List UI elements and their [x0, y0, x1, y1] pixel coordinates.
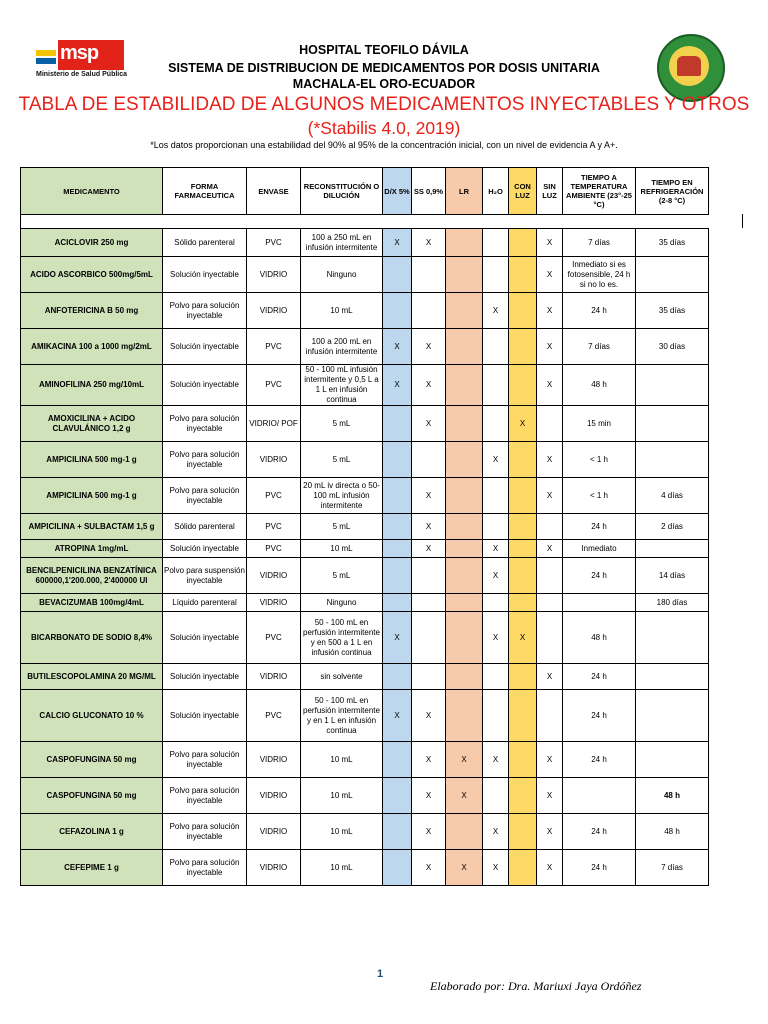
cell-sin-luz: X: [537, 442, 563, 478]
table-row: [21, 690, 709, 742]
cell-ss09: X: [412, 365, 446, 406]
hospital-name: HOSPITAL TEOFILO DÁVILA: [299, 43, 469, 57]
cell-forma: Solución inyectable: [163, 540, 247, 558]
cell-ss09: X: [412, 742, 446, 778]
cell-con-luz: [509, 365, 537, 406]
cell-medicamento: ACICLOVIR 250 mg: [21, 229, 163, 257]
cell-medicamento: AMPICILINA 500 mg-1 g: [21, 442, 163, 478]
logo-letters: msp: [60, 42, 99, 64]
cell-forma: Sólido parenteral: [163, 514, 247, 540]
cell-dx5: [383, 594, 412, 612]
cell-h2o: X: [483, 850, 509, 886]
cell-medicamento: BUTILESCOPOLAMINA 20 MG/ML: [21, 664, 163, 690]
cell-lr: [446, 329, 483, 365]
cell-con-luz: [509, 664, 537, 690]
location: MACHALA-EL ORO-ECUADOR: [292, 77, 476, 91]
table-row: [21, 664, 709, 690]
source-citation: (*Stabilis 4.0, 2019): [307, 118, 461, 138]
table-row: [21, 742, 709, 778]
cell-dx5: X: [383, 329, 412, 365]
table-row: [21, 540, 709, 558]
header-forma: FORMA FARMACEUTICA: [163, 168, 247, 215]
header-dx5: D/X 5%: [383, 168, 412, 215]
cell-dx5: [383, 257, 412, 293]
system-name: SISTEMA DE DISTRIBUCION DE MEDICAMENTOS POR DOSIS UNITARIA: [168, 61, 600, 75]
cell-dx5: X: [383, 365, 412, 406]
cell-con-luz: [509, 257, 537, 293]
page-number: 1: [376, 968, 384, 980]
cell-lr: X: [446, 778, 483, 814]
cell-refrigeracion: 48 h: [636, 778, 709, 814]
cell-lr: [446, 478, 483, 514]
cell-refrigeracion: [636, 406, 709, 442]
cell-forma: Líquido parenteral: [163, 594, 247, 612]
cell-forma: Solución inyectable: [163, 329, 247, 365]
cell-envase: PVC: [247, 365, 301, 406]
cell-temp-ambiente: 24 h: [563, 514, 636, 540]
header-ss09: SS 0,9%: [412, 168, 446, 215]
cell-medicamento: BEVACIZUMAB 100mg/4mL: [21, 594, 163, 612]
cell-medicamento: AMPICILINA 500 mg-1 g: [21, 478, 163, 514]
cell-ss09: X: [412, 690, 446, 742]
cell-temp-ambiente: 24 h: [563, 690, 636, 742]
cell-refrigeracion: 180 días: [636, 594, 709, 612]
cell-medicamento: ANFOTERICINA B 50 mg: [21, 293, 163, 329]
cell-forma: Polvo para solución inyectable: [163, 442, 247, 478]
table-row: [21, 514, 709, 540]
cell-temp-ambiente: 24 h: [563, 850, 636, 886]
cell-medicamento: ACIDO ASCORBICO 500mg/5mL: [21, 257, 163, 293]
author-credit: Elaborado por: Dra. Mariuxi Jaya Ordóñez: [430, 979, 642, 993]
cell-envase: VIDRIO/ POF: [247, 406, 301, 442]
table-row: [21, 814, 709, 850]
cell-forma: Sólido parenteral: [163, 229, 247, 257]
cell-medicamento: ATROPINA 1mg/mL: [21, 540, 163, 558]
table-row: [21, 850, 709, 886]
cell-ss09: [412, 612, 446, 664]
cell-lr: [446, 229, 483, 257]
header-lr: LR: [446, 168, 483, 215]
cell-h2o: X: [483, 293, 509, 329]
cell-lr: [446, 442, 483, 478]
cell-temp-ambiente: 24 h: [563, 558, 636, 594]
cell-con-luz: [509, 540, 537, 558]
cell-temp-ambiente: < 1 h: [563, 478, 636, 514]
cell-envase: VIDRIO: [247, 442, 301, 478]
cell-dx5: [383, 778, 412, 814]
cell-ss09: [412, 594, 446, 612]
table-row: [21, 293, 709, 329]
cell-temp-ambiente: 48 h: [563, 365, 636, 406]
cell-h2o: X: [483, 442, 509, 478]
cell-refrigeracion: 35 días: [636, 229, 709, 257]
cell-ss09: X: [412, 778, 446, 814]
cell-con-luz: [509, 478, 537, 514]
cell-lr: [446, 257, 483, 293]
cell-ss09: [412, 558, 446, 594]
cell-reconstitucion: 50 - 100 mL en perfusión intermitente y en 1 L en infusión continua: [301, 690, 383, 742]
cell-envase: VIDRIO: [247, 293, 301, 329]
cell-lr: X: [446, 742, 483, 778]
cell-reconstitucion: 10 mL: [301, 742, 383, 778]
cell-reconstitucion: 50 - 100 mL en perfusión intermitente y en 500 a 1 L en infusión continua: [301, 612, 383, 664]
cell-h2o: [483, 257, 509, 293]
cell-dx5: [383, 293, 412, 329]
cell-con-luz: [509, 229, 537, 257]
cell-refrigeracion: [636, 742, 709, 778]
cell-forma: Polvo para solución inyectable: [163, 742, 247, 778]
cell-con-luz: X: [509, 406, 537, 442]
table-row: [21, 594, 709, 612]
cell-temp-ambiente: [563, 594, 636, 612]
cell-envase: PVC: [247, 540, 301, 558]
cell-medicamento: BENCILPENICILINA BENZATÍNICA 600000,1'200.000, 2'400000 UI: [21, 558, 163, 594]
cell-sin-luz: X: [537, 478, 563, 514]
cell-envase: PVC: [247, 478, 301, 514]
cell-sin-luz: X: [537, 540, 563, 558]
cell-ss09: X: [412, 478, 446, 514]
cell-lr: [446, 365, 483, 406]
cell-refrigeracion: [636, 442, 709, 478]
cell-forma: Solución inyectable: [163, 257, 247, 293]
cell-con-luz: [509, 514, 537, 540]
cell-h2o: [483, 406, 509, 442]
cell-lr: [446, 540, 483, 558]
cell-reconstitucion: 50 - 100 mL infusión intermitente y 0,5 L a 1 L en infusión continua: [301, 365, 383, 406]
header-envase: ENVASE: [247, 168, 301, 215]
cell-reconstitucion: 5 mL: [301, 558, 383, 594]
header-sin-luz: SIN LUZ: [537, 168, 563, 215]
cell-envase: PVC: [247, 690, 301, 742]
cell-reconstitucion: sin solvente: [301, 664, 383, 690]
cell-dx5: [383, 742, 412, 778]
cell-envase: VIDRIO: [247, 778, 301, 814]
cell-forma: Polvo para solución inyectable: [163, 814, 247, 850]
cell-reconstitucion: 10 mL: [301, 814, 383, 850]
cell-temp-ambiente: Inmediato si es fotosensible, 24 h si no lo es.: [563, 257, 636, 293]
cell-temp-ambiente: 24 h: [563, 814, 636, 850]
table-row: [21, 558, 709, 594]
cell-h2o: [483, 778, 509, 814]
cell-forma: Solución inyectable: [163, 664, 247, 690]
cell-con-luz: [509, 442, 537, 478]
cell-refrigeracion: [636, 257, 709, 293]
cell-h2o: X: [483, 612, 509, 664]
cell-con-luz: [509, 558, 537, 594]
cell-refrigeracion: 14 días: [636, 558, 709, 594]
cell-dx5: X: [383, 690, 412, 742]
cell-envase: VIDRIO: [247, 742, 301, 778]
cell-sin-luz: X: [537, 778, 563, 814]
cell-refrigeracion: 2 días: [636, 514, 709, 540]
cell-lr: [446, 514, 483, 540]
cell-ss09: [412, 442, 446, 478]
cell-dx5: X: [383, 229, 412, 257]
ministry-name: Ministerio de Salud Pública: [36, 71, 128, 78]
cell-temp-ambiente: 24 h: [563, 742, 636, 778]
cell-lr: [446, 814, 483, 850]
cell-medicamento: BICARBONATO DE SODIO 8,4%: [21, 612, 163, 664]
cell-con-luz: [509, 293, 537, 329]
cell-temp-ambiente: 48 h: [563, 612, 636, 664]
cell-con-luz: [509, 814, 537, 850]
cell-dx5: [383, 558, 412, 594]
cell-temp-ambiente: [563, 778, 636, 814]
cell-envase: VIDRIO: [247, 594, 301, 612]
cell-sin-luz: X: [537, 257, 563, 293]
cell-forma: Polvo para solución inyectable: [163, 478, 247, 514]
cell-h2o: [483, 365, 509, 406]
cell-ss09: [412, 293, 446, 329]
cell-con-luz: X: [509, 612, 537, 664]
cell-refrigeracion: 48 h: [636, 814, 709, 850]
cell-medicamento: CASPOFUNGINA 50 mg: [21, 778, 163, 814]
cell-lr: [446, 612, 483, 664]
cell-reconstitucion: Ninguno: [301, 257, 383, 293]
cell-con-luz: [509, 742, 537, 778]
cell-reconstitucion: 100 a 250 mL en infusión intermitente: [301, 229, 383, 257]
cell-envase: VIDRIO: [247, 850, 301, 886]
page-title: TABLA DE ESTABILIDAD DE ALGUNOS MEDICAMENTOS INYECTABLES Y OTROS: [18, 94, 750, 115]
cell-reconstitucion: 100 a 200 mL en infusión intermitente: [301, 329, 383, 365]
cell-sin-luz: [537, 594, 563, 612]
cell-temp-ambiente: 15 min: [563, 406, 636, 442]
stability-table: [20, 228, 709, 886]
cell-temp-ambiente: 7 días: [563, 229, 636, 257]
cell-refrigeracion: [636, 664, 709, 690]
cell-h2o: [483, 594, 509, 612]
cell-lr: [446, 664, 483, 690]
cell-lr: [446, 594, 483, 612]
cell-ss09: [412, 664, 446, 690]
cell-forma: Solución inyectable: [163, 612, 247, 664]
cell-h2o: [483, 690, 509, 742]
cell-medicamento: CEFAZOLINA 1 g: [21, 814, 163, 850]
cell-forma: Solución inyectable: [163, 690, 247, 742]
cell-sin-luz: X: [537, 850, 563, 886]
cell-medicamento: AMOXICILINA + ACIDO CLAVULÁNICO 1,2 g: [21, 406, 163, 442]
header-h2o: H₂O: [483, 168, 509, 215]
cell-con-luz: [509, 850, 537, 886]
cell-sin-luz: [537, 514, 563, 540]
cell-reconstitucion: 10 mL: [301, 778, 383, 814]
cell-ss09: [412, 257, 446, 293]
cell-forma: Solución inyectable: [163, 365, 247, 406]
cell-h2o: X: [483, 558, 509, 594]
cell-medicamento: AMPICILINA + SULBACTAM 1,5 g: [21, 514, 163, 540]
cell-refrigeracion: [636, 690, 709, 742]
cell-refrigeracion: 7 días: [636, 850, 709, 886]
cell-reconstitucion: 5 mL: [301, 406, 383, 442]
cell-envase: PVC: [247, 329, 301, 365]
cell-ss09: X: [412, 540, 446, 558]
cell-dx5: X: [383, 612, 412, 664]
cell-ss09: X: [412, 406, 446, 442]
cell-reconstitucion: 20 mL iv directa o 50-100 mL infusión intermitente: [301, 478, 383, 514]
cell-envase: VIDRIO: [247, 814, 301, 850]
cell-forma: Polvo para solución inyectable: [163, 406, 247, 442]
cell-envase: VIDRIO: [247, 558, 301, 594]
cell-medicamento: CEFEPIME 1 g: [21, 850, 163, 886]
header-con-luz: CON LUZ: [509, 168, 537, 215]
table-row: [21, 612, 709, 664]
cell-medicamento: AMIKACINA 100 a 1000 mg/2mL: [21, 329, 163, 365]
cell-temp-ambiente: < 1 h: [563, 442, 636, 478]
cell-sin-luz: X: [537, 814, 563, 850]
cell-envase: PVC: [247, 612, 301, 664]
cell-medicamento: CASPOFUNGINA 50 mg: [21, 742, 163, 778]
cell-sin-luz: [537, 558, 563, 594]
cell-forma: Polvo para solución inyectable: [163, 778, 247, 814]
cell-sin-luz: X: [537, 664, 563, 690]
cell-medicamento: CALCIO GLUCONATO 10 %: [21, 690, 163, 742]
cell-refrigeracion: 30 días: [636, 329, 709, 365]
cell-reconstitucion: Ninguno: [301, 594, 383, 612]
cell-reconstitucion: 10 mL: [301, 293, 383, 329]
cell-reconstitucion: 5 mL: [301, 442, 383, 478]
cell-temp-ambiente: 7 días: [563, 329, 636, 365]
cell-ss09: X: [412, 850, 446, 886]
cell-envase: PVC: [247, 229, 301, 257]
cell-dx5: [383, 814, 412, 850]
table-gap: [20, 214, 743, 228]
table-row: [21, 406, 709, 442]
cell-reconstitucion: 10 mL: [301, 850, 383, 886]
cell-lr: [446, 293, 483, 329]
table-row: [21, 229, 709, 257]
table-row: [21, 365, 709, 406]
cell-h2o: [483, 478, 509, 514]
cell-con-luz: [509, 690, 537, 742]
cell-forma: Polvo para solución inyectable: [163, 293, 247, 329]
cell-lr: [446, 406, 483, 442]
cell-forma: Polvo para suspensión inyectable: [163, 558, 247, 594]
cell-dx5: [383, 664, 412, 690]
cell-h2o: X: [483, 540, 509, 558]
cell-sin-luz: X: [537, 742, 563, 778]
cell-h2o: X: [483, 814, 509, 850]
cell-h2o: [483, 514, 509, 540]
evidence-note: *Los datos proporcionan una estabilidad del 90% al 95% de la concentración inicial, con un nivel de evidencia A y A+.: [150, 140, 618, 150]
cell-temp-ambiente: Inmediato: [563, 540, 636, 558]
cell-refrigeracion: [636, 365, 709, 406]
cell-sin-luz: X: [537, 329, 563, 365]
cell-sin-luz: [537, 612, 563, 664]
cell-dx5: [383, 406, 412, 442]
cell-h2o: [483, 664, 509, 690]
table-row: [21, 778, 709, 814]
header-temp-ambiente: TIEMPO A TEMPERATURA AMBIENTE (23°-25 °C): [563, 168, 636, 215]
cell-temp-ambiente: 24 h: [563, 664, 636, 690]
header-reconstitucion: RECONSTITUCIÓN O DILUCIÓN: [301, 168, 383, 215]
cell-forma: Polvo para solución inyectable: [163, 850, 247, 886]
cell-h2o: [483, 229, 509, 257]
cell-sin-luz: [537, 690, 563, 742]
cell-dx5: [383, 850, 412, 886]
table-row: [21, 257, 709, 293]
cell-dx5: [383, 540, 412, 558]
cell-reconstitucion: 5 mL: [301, 514, 383, 540]
cell-con-luz: [509, 329, 537, 365]
cell-ss09: X: [412, 514, 446, 540]
header-medicamento: MEDICAMENTO: [21, 168, 163, 215]
cell-envase: VIDRIO: [247, 257, 301, 293]
cell-ss09: X: [412, 329, 446, 365]
cell-envase: VIDRIO: [247, 664, 301, 690]
cell-reconstitucion: 10 mL: [301, 540, 383, 558]
cell-temp-ambiente: 24 h: [563, 293, 636, 329]
cell-lr: [446, 690, 483, 742]
cell-envase: PVC: [247, 514, 301, 540]
cell-refrigeracion: 35 días: [636, 293, 709, 329]
cell-ss09: X: [412, 229, 446, 257]
cell-dx5: [383, 478, 412, 514]
cell-h2o: [483, 329, 509, 365]
header-refrigeracion: TIEMPO EN REFRIGERACIÓN (2-8 °C): [636, 168, 709, 215]
cell-con-luz: [509, 778, 537, 814]
cell-lr: [446, 558, 483, 594]
cell-dx5: [383, 514, 412, 540]
cell-refrigeracion: [636, 612, 709, 664]
cell-refrigeracion: [636, 540, 709, 558]
cell-sin-luz: X: [537, 229, 563, 257]
cell-lr: X: [446, 850, 483, 886]
cell-medicamento: AMINOFILINA 250 mg/10mL: [21, 365, 163, 406]
table-row: [21, 442, 709, 478]
cell-h2o: X: [483, 742, 509, 778]
cell-sin-luz: X: [537, 365, 563, 406]
cell-refrigeracion: 4 días: [636, 478, 709, 514]
table-header: [20, 167, 709, 215]
cell-ss09: X: [412, 814, 446, 850]
cell-con-luz: [509, 594, 537, 612]
table-row: [21, 478, 709, 514]
cell-sin-luz: [537, 406, 563, 442]
cell-sin-luz: X: [537, 293, 563, 329]
table-row: [21, 329, 709, 365]
cell-dx5: [383, 442, 412, 478]
